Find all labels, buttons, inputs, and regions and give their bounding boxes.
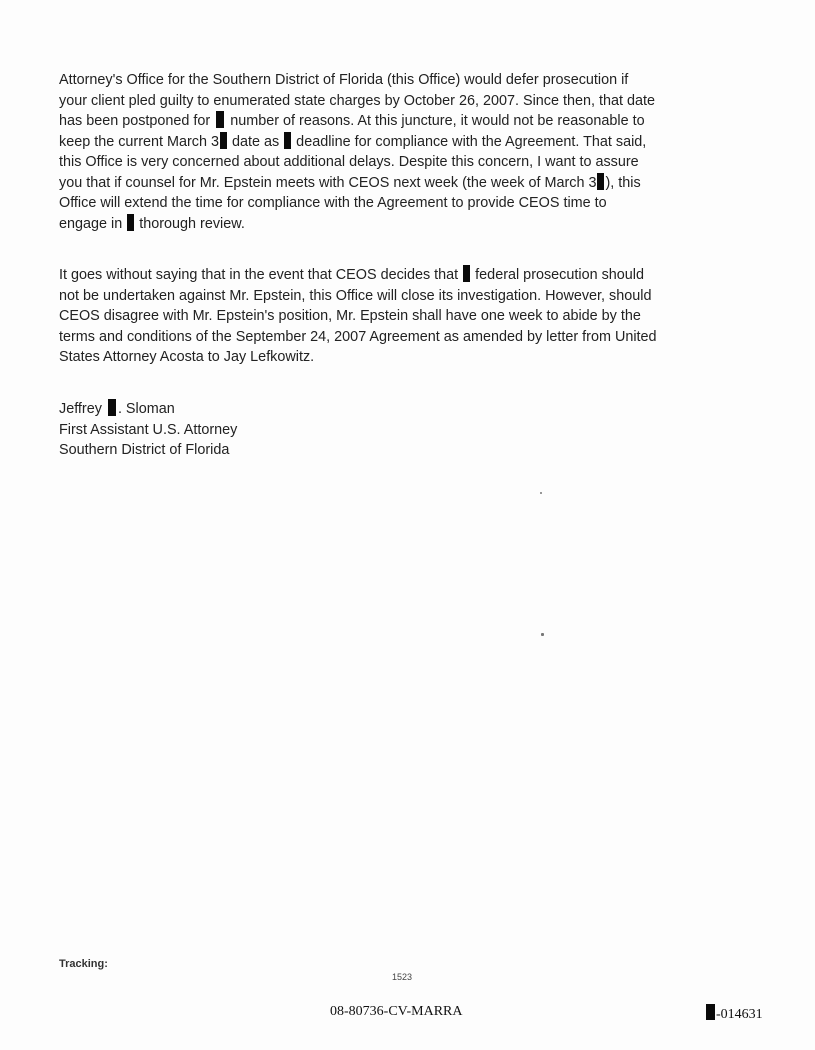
text-run: number of reasons. At this juncture, it would not be reasonable to [226, 113, 645, 129]
letter-paragraph-2 [59, 265, 759, 368]
redaction-box [127, 214, 134, 231]
text-run: Attorney's Office for the Southern District of Florida (this Office) would defer prosecution if [59, 72, 629, 88]
signer-title: First Assistant U.S. Attorney [59, 421, 238, 438]
letter-paragraph-1 [59, 70, 759, 234]
text-run: this Office is very concerned about additional delays. Despite this concern, I want to assure [59, 154, 639, 170]
signature-block [59, 399, 759, 461]
text-run: has been postponed for [59, 113, 215, 129]
paragraph-line [59, 111, 759, 132]
paragraph-line [59, 70, 759, 91]
text-run: Jeffrey [59, 401, 106, 417]
paragraph-line [59, 327, 759, 348]
case-number: 08-80736-CV-MARRA [330, 1004, 463, 1019]
text-run: . Sloman [117, 401, 175, 417]
paragraph-line [59, 173, 759, 194]
redaction-box [216, 111, 224, 128]
paragraph-line [59, 91, 759, 112]
redaction-box [706, 1004, 715, 1020]
paragraph-line [59, 193, 759, 214]
bates-suffix: -014631 [716, 1007, 763, 1022]
bates-number [706, 1004, 763, 1023]
redaction-box [463, 265, 470, 282]
text-run: keep the current March 3 [59, 133, 219, 150]
paragraph-line [59, 152, 759, 173]
page-number: 1523 [392, 972, 413, 982]
paragraph-line [59, 306, 759, 327]
text-run: Office will extend the time for compliance with the Agreement to provide CEOS time to [59, 195, 607, 211]
redaction-box [108, 399, 116, 416]
tracking-label: Tracking: [59, 958, 108, 970]
redaction-box [220, 132, 227, 149]
text-run: engage in [59, 215, 127, 232]
text-run: not be undertaken against Mr. Epstein, this Office will close its investigation. However, should [59, 287, 652, 304]
text-run: you that if counsel for Mr. Epstein meets with CEOS next week (the week of March 3 [59, 174, 597, 191]
signer-name [59, 399, 759, 420]
paragraph-line [59, 347, 759, 368]
text-run: It goes without saying that in the event that CEOS decides that [59, 267, 463, 283]
paragraph-line [59, 265, 759, 286]
text-run: date as [227, 133, 284, 150]
text-run: States Attorney Acosta to Jay Lefkowitz. [59, 349, 315, 365]
text-run: terms and conditions of the September 24, 2007 Agreement as amended by letter from United [59, 328, 657, 345]
text-run: federal prosecution should [471, 267, 644, 283]
scan-artifact [541, 633, 544, 636]
text-run: thorough review. [135, 215, 245, 232]
text-run: your client pled guilty to enumerated state charges by October 26, 2007. Since then, that date [59, 92, 655, 109]
paragraph-line [59, 286, 759, 307]
scan-artifact [540, 492, 542, 494]
text-run: deadline for compliance with the Agreement. That said, [292, 133, 647, 150]
redaction-box [284, 132, 291, 149]
text-run: ), this [605, 174, 641, 191]
paragraph-line [59, 214, 759, 235]
signer-district: Southern District of Florida [59, 442, 230, 458]
paragraph-line [59, 132, 759, 153]
redaction-box [597, 173, 604, 190]
text-run: CEOS disagree with Mr. Epstein's position, Mr. Epstein shall have one week to abide by the [59, 308, 641, 324]
